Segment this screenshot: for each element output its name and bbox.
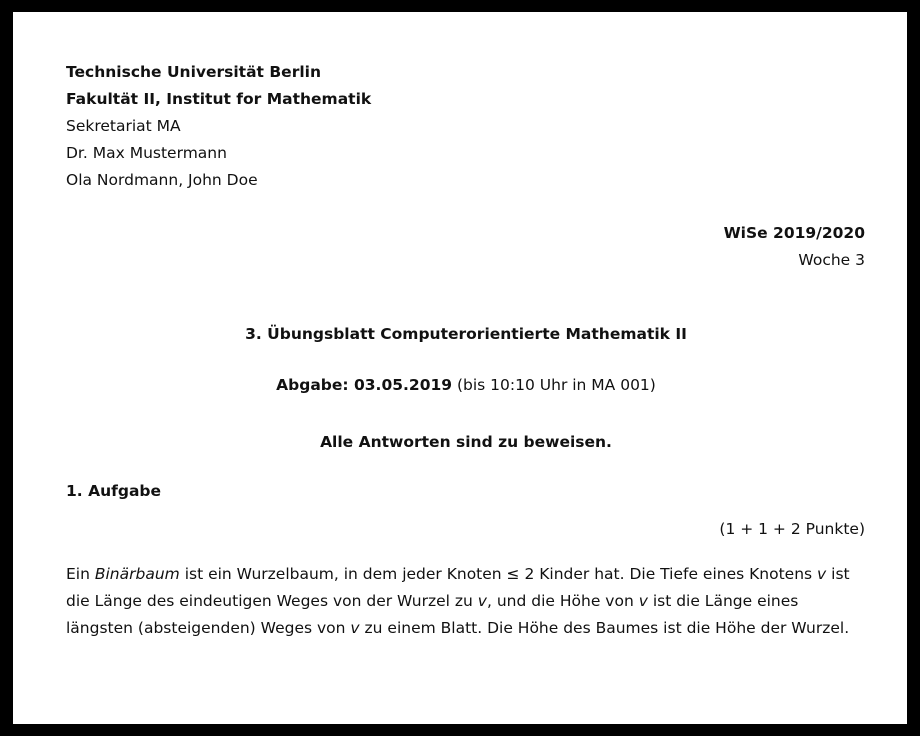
header-line-university: Technische Universität Berlin xyxy=(66,63,321,81)
body-emphasis-binaerbaum: Binärbaum xyxy=(94,565,180,583)
term-week: Woche 3 xyxy=(798,251,865,269)
deadline-detail: (bis 10:10 Uhr in MA 001) xyxy=(456,376,656,394)
body-emphasis-v-4: v xyxy=(350,619,360,637)
body-emphasis-v-3: v xyxy=(638,592,648,610)
body-emphasis-v-1: v xyxy=(817,565,827,583)
term-semester: WiSe 2019/2020 xyxy=(723,224,865,242)
body-text-6: zu einem Blatt. Die Höhe des Baumes ist die Höhe der Wurzel. xyxy=(359,619,850,637)
header-line-faculty: Fakultät II, Institut for Mathematik xyxy=(66,90,372,108)
header-line-lecturer: Dr. Max Mustermann xyxy=(66,144,227,162)
body-text-5: ist die Länge eines längsten (absteigenden) Weges von xyxy=(66,592,799,637)
body-text-2: ist ein Wurzelbaum, in dem jeder Knoten ≤ 2 Kinder hat. Die Tiefe eines Knotens xyxy=(179,565,818,583)
document-content xyxy=(66,59,866,642)
page-title: 3. Übungsblatt Computerorientierte Mathematik II xyxy=(245,325,687,343)
task-heading: 1. Aufgabe xyxy=(66,482,162,500)
body-text-4: , und die Höhe von xyxy=(486,592,639,610)
header-line-assistants: Ola Nordmann, John Doe xyxy=(66,171,258,189)
term-info xyxy=(66,220,866,274)
task-body-paragraph xyxy=(66,561,856,642)
body-text-1: Ein xyxy=(66,565,95,583)
sheet-title-block xyxy=(66,322,866,346)
task-points: (1 + 1 + 2 Punkte) xyxy=(719,520,865,538)
body-text-3: ist die Länge des eindeutigen Weges von der Wurzel zu xyxy=(66,565,850,610)
deadline-label: Abgabe: 03.05.2019 xyxy=(276,376,453,394)
institution-header xyxy=(66,59,866,194)
body-emphasis-v-2: v xyxy=(477,592,487,610)
header-line-secretariat: Sekretariat MA xyxy=(66,117,181,135)
document-page xyxy=(13,12,907,724)
proof-notice: Alle Antworten sind zu beweisen. xyxy=(320,433,612,451)
submission-deadline xyxy=(66,373,866,397)
